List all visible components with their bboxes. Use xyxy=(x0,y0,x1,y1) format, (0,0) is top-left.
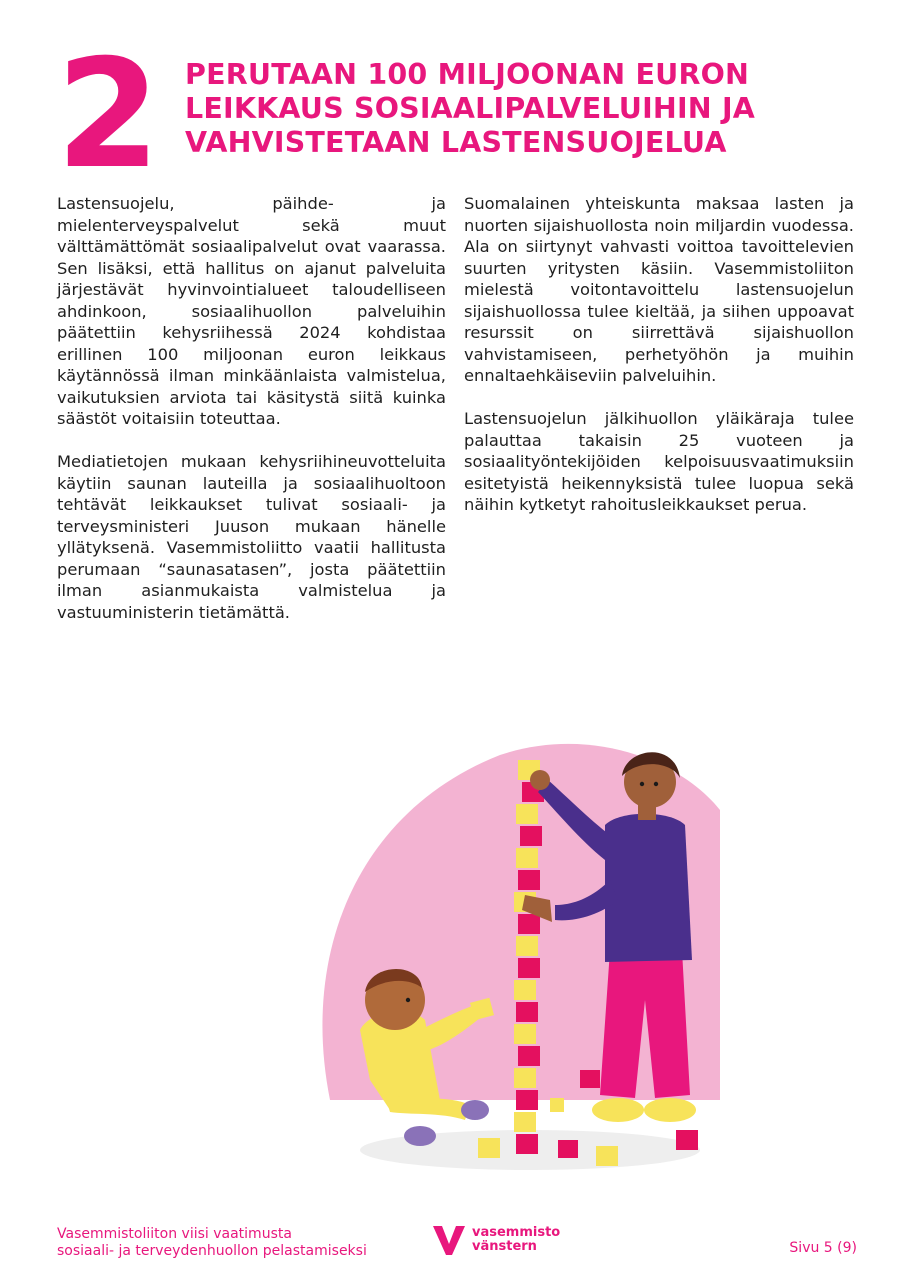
logo-wordmark xyxy=(472,1226,560,1254)
heading-line-1: PERUTAAN 100 MILJOONAN EURON xyxy=(185,58,750,91)
footer-campaign-text xyxy=(57,1226,367,1260)
v-logo-icon xyxy=(432,1224,466,1256)
paragraph: Lastensuojelu, päihde- ja mielenterveyspalvelut sekä muut välttämättömät sosiaalipalvelut ovat vaarassa. Sen lisäksi, että hallitus on ajanut palveluita järjestävät hyvinvointialueet taloudelliseen ahdinkoon, sosiaalihuollon palveluihin päätettiin kehysriihessä 2024 kohdistaa erillinen 100 miljoonan euron leikkaus käytännössä ilman minkäänlaista valmistelua, vaikutuksien arviota tai käsitystä siitä kuinka säästöt voitaisiin toteuttaa. xyxy=(57,194,446,428)
children-blocks-illustration xyxy=(300,700,720,1180)
section-heading xyxy=(185,58,875,160)
paragraph: Suomalainen yhteiskunta maksaa lasten ja nuorten sijaishuollosta noin miljardin vuodessa. Ala on siirtynyt vahvasti voittoa tavoittelevien suurten yritysten käsiin. Vasemmistoliiton mielestä voitontavoittelu lastensuojelun sijaishuollossa tulee kieltää, ja siihen uppoavat resurssit on siirrettävä sijaishuollon vahvistamiseen, perhetyöhön ja muihin ennaltaehkäiseviin palveluihin. xyxy=(464,194,854,385)
heading-line-2: LEIKKAUS SOSIAALIPALVELUIHIN JA xyxy=(185,92,756,125)
page-number: Sivu 5 (9) xyxy=(789,1240,857,1256)
section-number: 2 xyxy=(56,28,157,202)
paragraph: Mediatietojen mukaan kehysriihineuvotteluita käytiin saunan lauteilla ja sosiaalihuoltoon tehtävät leikkaukset tulivat sosiaali- ja terveysministeri Juuson mukaan hänelle yllätyksenä. Vasemmistoliitto vaatii hallitusta perumaan “saunasatasen”, josta päätettiin ilman asianmukaista valmistelua ja vastuuministerin tietämättä. xyxy=(57,452,446,622)
left-column xyxy=(57,193,446,645)
logo-line-1: vasemmisto xyxy=(472,1225,561,1240)
right-column xyxy=(464,193,854,537)
heading-line-3: VAHVISTETAAN LASTENSUOJELUA xyxy=(185,126,727,159)
paragraph: Lastensuojelun jälkihuollon yläikäraja tulee palauttaa takaisin 25 vuoteen ja sosiaalityöntekijöiden kelpoisuusvaatimuksiin esitetyistä heikennyksistä tulee luopua sekä näihin kytketyt rahoitusleikkaukset perua. xyxy=(464,409,854,514)
vasemmisto-logo xyxy=(432,1224,560,1256)
footer-line-1: Vasemmistoliiton viisi vaatimusta xyxy=(57,1226,292,1242)
logo-line-2: vänstern xyxy=(472,1239,537,1254)
footer-line-2: sosiaali- ja terveydenhuollon pelastamiseksi xyxy=(57,1243,367,1259)
